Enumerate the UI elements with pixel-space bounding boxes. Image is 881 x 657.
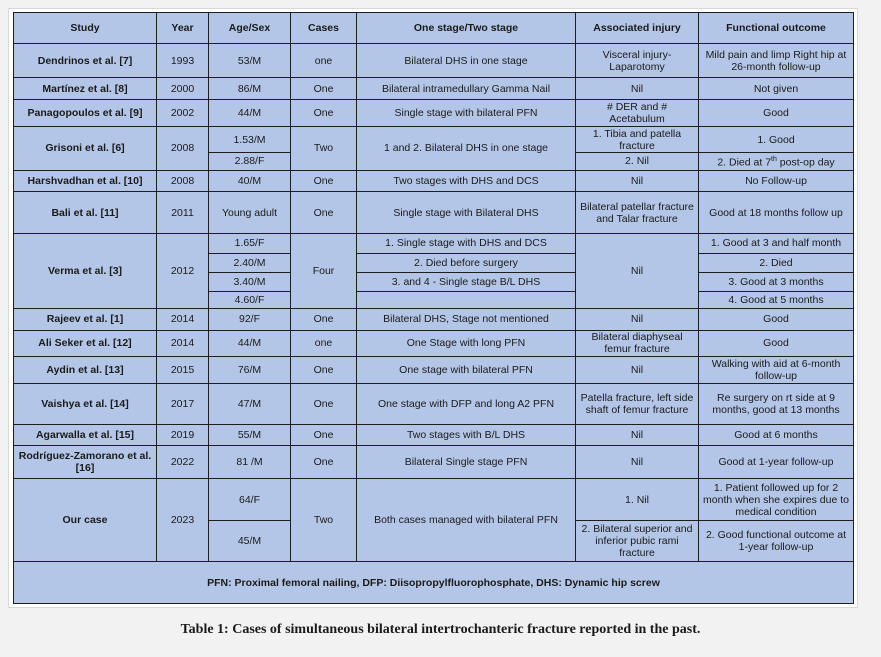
cell-stage: Bilateral DHS, Stage not mentioned: [357, 309, 576, 330]
cell-cases: One: [291, 384, 357, 425]
table-row: [14, 424, 854, 445]
cell-study: Aydin et al. [13]: [14, 356, 157, 383]
cell-cases: One: [291, 445, 357, 478]
table-row: [14, 479, 854, 521]
cell-stage: 2. Died before surgery: [357, 253, 576, 272]
cell-age-sex: 40/M: [209, 170, 291, 191]
table-row: [14, 384, 854, 425]
cell-stage: Two stages with DHS and DCS: [357, 170, 576, 191]
cell-outcome: 1. Good: [699, 127, 854, 153]
table-row: [14, 309, 854, 330]
cell-study: Bali et al. [11]: [14, 191, 157, 234]
cell-study: Ali Seker et al. [12]: [14, 330, 157, 356]
cell-age-sex: 4.60/F: [209, 292, 291, 309]
cell-stage: Both cases managed with bilateral PFN: [357, 479, 576, 562]
cell-stage: 3. and 4 - Single stage B/L DHS: [357, 272, 576, 291]
cell-age-sex: 2.40/M: [209, 253, 291, 272]
cell-stage-empty: [357, 292, 576, 309]
header-study: Study: [14, 13, 157, 44]
cell-outcome: 2. Good functional outcome at 1-year follow-up: [699, 520, 854, 562]
cell-stage: 1 and 2. Bilateral DHS in one stage: [357, 127, 576, 171]
cell-study: Harshvadhan et al. [10]: [14, 170, 157, 191]
cell-stage: One Stage with long PFN: [357, 330, 576, 356]
cell-injury: 1. Nil: [576, 479, 699, 521]
cell-cases: One: [291, 356, 357, 383]
outcome-text: 2. Died at 7: [717, 156, 772, 169]
cell-year: 2002: [157, 99, 209, 126]
cell-age-sex: 55/M: [209, 424, 291, 445]
table-row: [14, 170, 854, 191]
cell-stage: One stage with DFP and long A2 PFN: [357, 384, 576, 425]
ordinal-suffix: th: [771, 156, 777, 164]
table-row: [14, 191, 854, 234]
cell-outcome: Good at 6 months: [699, 424, 854, 445]
cell-year: 2000: [157, 78, 209, 99]
cell-injury: 2. Bilateral superior and inferior pubic rami fracture: [576, 520, 699, 562]
cell-age-sex: 92/F: [209, 309, 291, 330]
outcome-tail: post-op day: [776, 156, 835, 169]
cell-cases: One: [291, 170, 357, 191]
cell-year: 2019: [157, 424, 209, 445]
header-functional-outcome: Functional outcome: [699, 13, 854, 44]
cell-cases: Four: [291, 234, 357, 309]
header-age-sex: Age/Sex: [209, 13, 291, 44]
cell-study: Our case: [14, 479, 157, 562]
cell-injury: 2. Nil: [576, 153, 699, 170]
cell-year: 2011: [157, 191, 209, 234]
header-cases: Cases: [291, 13, 357, 44]
cell-injury: # DER and # Acetabulum: [576, 99, 699, 126]
cell-outcome: 1. Good at 3 and half month: [699, 234, 854, 253]
cell-study: Dendrinos et al. [7]: [14, 44, 157, 78]
cell-year: 2015: [157, 356, 209, 383]
table-row: [14, 78, 854, 99]
cell-outcome: Not given: [699, 78, 854, 99]
cell-outcome: Re surgery on rt side at 9 months, good at 13 months: [699, 384, 854, 425]
cell-injury: Bilateral patellar fracture and Talar fracture: [576, 191, 699, 234]
table-header-row: [14, 13, 854, 44]
cell-age-sex: 53/M: [209, 44, 291, 78]
cell-stage: Two stages with B/L DHS: [357, 424, 576, 445]
cell-study: Rajeev et al. [1]: [14, 309, 157, 330]
cell-outcome: Good: [699, 99, 854, 126]
cell-outcome: 2. Died: [699, 253, 854, 272]
cell-year: 2012: [157, 234, 209, 309]
cell-stage: Bilateral Single stage PFN: [357, 445, 576, 478]
cell-cases: One: [291, 424, 357, 445]
cell-year: 2008: [157, 127, 209, 171]
cell-year: 1993: [157, 44, 209, 78]
cell-age-sex: 81 /M: [209, 445, 291, 478]
cell-cases: One: [291, 191, 357, 234]
cell-age-sex: 44/M: [209, 330, 291, 356]
cell-outcome: No Follow-up: [699, 170, 854, 191]
cell-injury: Nil: [576, 309, 699, 330]
cell-outcome: Good: [699, 309, 854, 330]
cell-injury: Bilateral diaphyseal femur fracture: [576, 330, 699, 356]
cell-stage: 1. Single stage with DHS and DCS: [357, 234, 576, 253]
cell-cases: Two: [291, 479, 357, 562]
cell-study: Vaishya et al. [14]: [14, 384, 157, 425]
header-associated-injury: Associated injury: [576, 13, 699, 44]
cell-age-sex: 86/M: [209, 78, 291, 99]
cell-outcome: 3. Good at 3 months: [699, 272, 854, 291]
cell-study: Grisoni et al. [6]: [14, 127, 157, 171]
cell-cases: Two: [291, 127, 357, 171]
table-row: [14, 44, 854, 78]
header-year: Year: [157, 13, 209, 44]
cell-age-sex: 2.88/F: [209, 153, 291, 170]
cell-age-sex: Young adult: [209, 191, 291, 234]
cases-table: [13, 12, 854, 604]
cell-injury: Nil: [576, 424, 699, 445]
cell-injury: Visceral injury-Laparotomy: [576, 44, 699, 78]
cell-stage: Bilateral intramedullary Gamma Nail: [357, 78, 576, 99]
cell-outcome: Good at 18 months follow up: [699, 191, 854, 234]
cell-outcome: 4. Good at 5 months: [699, 292, 854, 309]
cell-age-sex: 3.40/M: [209, 272, 291, 291]
cell-injury: Nil: [576, 445, 699, 478]
cell-cases: One: [291, 78, 357, 99]
table-caption: Table 1: Cases of simultaneous bilateral intertrochanteric fracture reported in the past.: [180, 622, 701, 637]
cell-injury: Nil: [576, 170, 699, 191]
table-row: [14, 127, 854, 153]
cell-study: Martínez et al. [8]: [14, 78, 157, 99]
cell-outcome: 1. Patient followed up for 2 month when she expires due to medical condition: [699, 479, 854, 521]
cell-injury: Nil: [576, 356, 699, 383]
cell-study: Rodríguez-Zamorano et al. [16]: [14, 445, 157, 478]
table-footnote: PFN: Proximal femoral nailing, DFP: Diisopropylfluorophosphate, DHS: Dynamic hip screw: [14, 562, 854, 604]
cell-outcome: Walking with aid at 6-month follow-up: [699, 356, 854, 383]
cell-year: 2022: [157, 445, 209, 478]
cell-age-sex: 76/M: [209, 356, 291, 383]
cell-age-sex: 45/M: [209, 520, 291, 562]
cell-study: Panagopoulos et al. [9]: [14, 99, 157, 126]
cell-injury: 1. Tibia and patella fracture: [576, 127, 699, 153]
table-row: [14, 330, 854, 356]
cell-cases: One: [291, 99, 357, 126]
cell-injury: Nil: [576, 78, 699, 99]
cell-injury: Nil: [576, 234, 699, 309]
cell-age-sex: 47/M: [209, 384, 291, 425]
cell-injury: Patella fracture, left side shaft of femur fracture: [576, 384, 699, 425]
cell-cases: One: [291, 309, 357, 330]
cell-age-sex: 44/M: [209, 99, 291, 126]
cell-stage: Single stage with Bilateral DHS: [357, 191, 576, 234]
cell-outcome: Mild pain and limp Right hip at 26-month follow-up: [699, 44, 854, 78]
cell-study: Agarwalla et al. [15]: [14, 424, 157, 445]
cell-year: 2014: [157, 309, 209, 330]
table-row: [14, 234, 854, 253]
cell-stage: Bilateral DHS in one stage: [357, 44, 576, 78]
cell-age-sex: 64/F: [209, 479, 291, 521]
cell-outcome: [699, 153, 854, 170]
header-stage: One stage/Two stage: [357, 13, 576, 44]
cell-year: 2023: [157, 479, 209, 562]
cell-cases: one: [291, 330, 357, 356]
cell-study: Verma et al. [3]: [14, 234, 157, 309]
table-row: [14, 445, 854, 478]
cell-stage: Single stage with bilateral PFN: [357, 99, 576, 126]
cell-outcome: Good: [699, 330, 854, 356]
footnote-row: [14, 562, 854, 604]
cell-age-sex: 1.53/M: [209, 127, 291, 153]
table-row: [14, 356, 854, 383]
cell-age-sex: 1.65/F: [209, 234, 291, 253]
cell-year: 2008: [157, 170, 209, 191]
cell-year: 2017: [157, 384, 209, 425]
cell-outcome: Good at 1-year follow-up: [699, 445, 854, 478]
table-row: [14, 99, 854, 126]
cell-year: 2014: [157, 330, 209, 356]
cell-stage: One stage with bilateral PFN: [357, 356, 576, 383]
cell-cases: one: [291, 44, 357, 78]
